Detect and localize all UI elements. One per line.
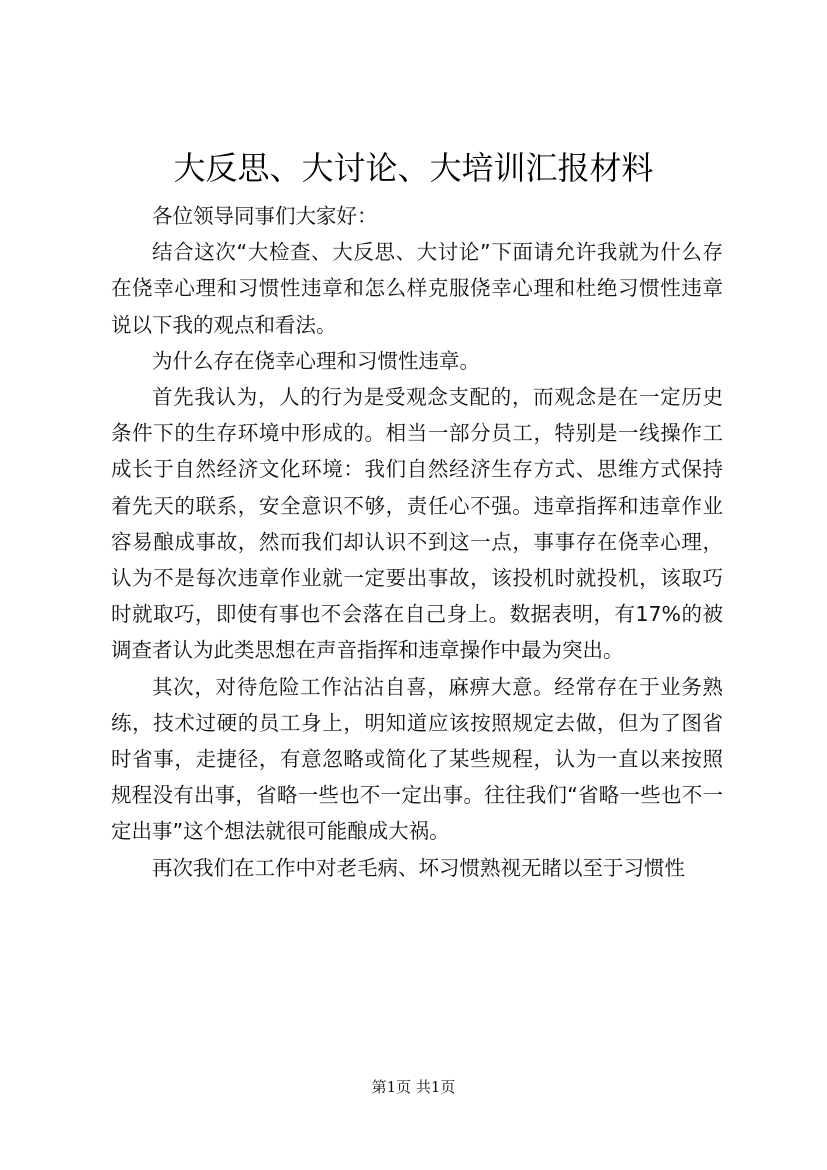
paragraph-greeting: 各位领导同事们大家好： [152, 204, 378, 228]
document-title: 大反思、大讨论、大培训汇报材料 [173, 149, 654, 187]
document-body [111, 198, 723, 886]
paragraph-second-reason: 其次，对待危险工作沾沾自喜，麻痹大意。经常存在于业务熟练，技术过硬的员工身上，明知道应该按照规定去做，但为了图省时省事，走捷径，有意忽略或简化了某些规程，认为一直以来按照规程没有出事，省略一些也不一定出事。往往我们“省略一些也不一定出事”这个想法就很可能酿成大祸。 [111, 674, 723, 844]
paragraph-third-reason: 再次我们在工作中对老毛病、坏习惯熟视无睹以至于习惯性 [152, 855, 685, 880]
paragraph-first-reason: 首先我认为，人的行为是受观念支配的，而观念是在一定历史条件下的生存环境中形成的。相当一部分员工，特别是一线操作工成长于自然经济文化环境：我们自然经济生存方式、思维方式保持着先天的联系，安全意识不够，责任心不强。违章指挥和违章作业容易酿成事故，然而我们却认识不到这一点，事事存在侥幸心理，认为不是每次违章作业就一定要出事故，该投机时就投机，该取巧时就取巧，即使有事也不会落在自己身上。数据表明，有17%的被调查者认为此类思想在声音指挥和违章操作中最为突出。 [111, 385, 723, 663]
paragraph-heading: 为什么存在侥幸心理和习惯性违章。 [152, 348, 480, 373]
page-footer: 第1页 共1页 [371, 1078, 456, 1096]
paragraph-intro: 结合这次“大检查、大反思、大讨论”下面请允许我就为什么存在侥幸心理和习惯性违章和怎么样克服侥幸心理和杜绝习惯性违章说以下我的观点和看法。 [111, 240, 723, 337]
